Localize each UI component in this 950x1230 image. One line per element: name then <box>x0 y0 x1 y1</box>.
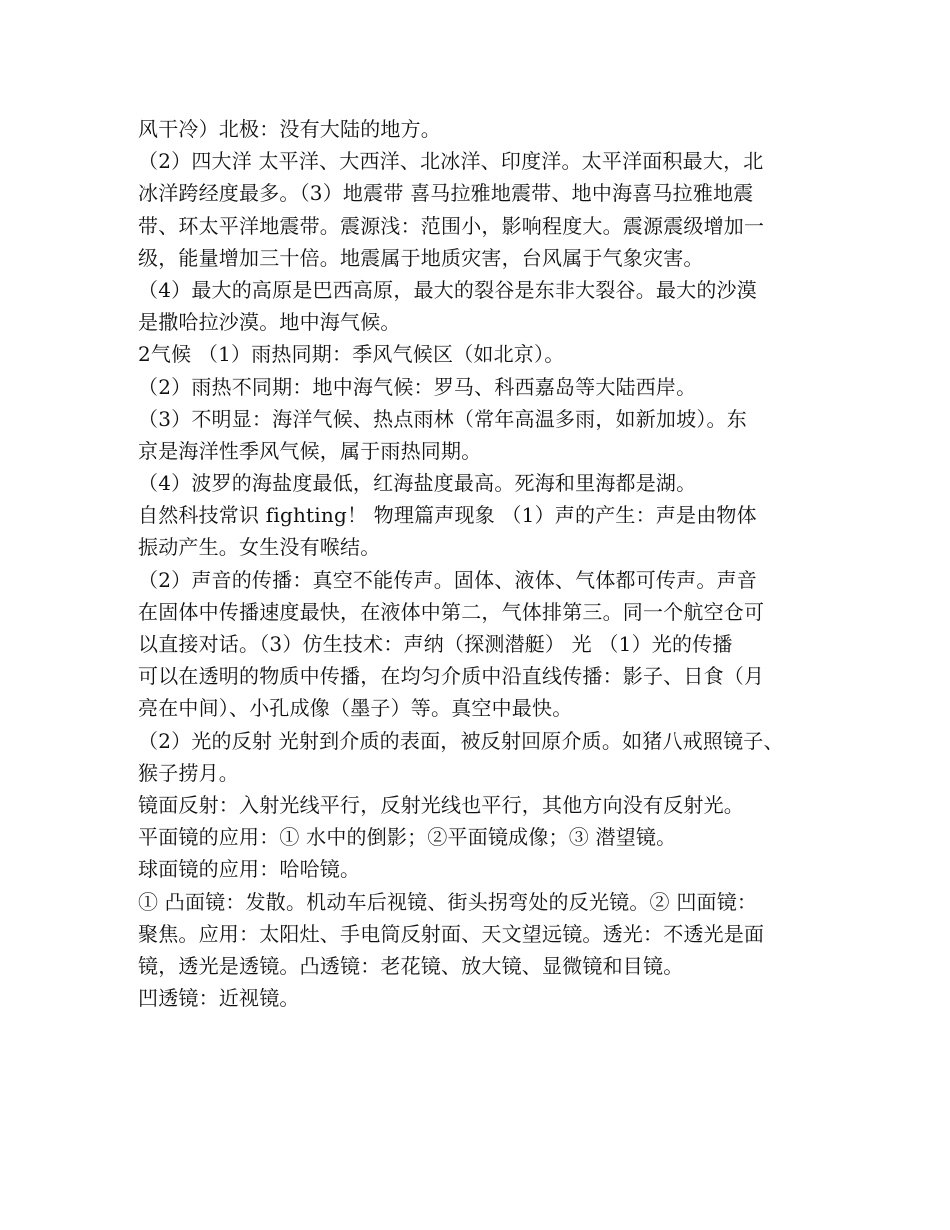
text-line: 自然科技常识 fighting！ 物理篇声现象 （1）声的产生：声是由物体 <box>138 503 757 528</box>
text-line: （3）不明显：海洋气候、热点雨林（常年高温多雨，如新加坡）。东 <box>138 406 747 431</box>
text-line: 2气候 （1）雨热同期：季风气候区（如北京）。 <box>138 342 565 367</box>
text-line: 级，能量增加三十倍。地震属于地质灾害，台风属于气象灾害。 <box>138 245 704 270</box>
text-line: 带、环太平洋地震带。震源浅：范围小，影响程度大。震源震级增加一 <box>138 213 765 238</box>
text-line: 凹透镜：近视镜。 <box>138 986 300 1011</box>
text-line: ① 凸面镜：发散。机动车后视镜、街头拐弯处的反光镜。② 凹面镜： <box>138 889 758 914</box>
text-line: 以直接对话。（3）仿生技术：声纳（探测潜艇） 光 （1）光的传播 <box>138 632 733 656</box>
text-line: 球面镜的应用：哈哈镜。 <box>138 857 361 882</box>
text-line: 可以在透明的物质中传播，在均匀介质中沿直线传播：影子、日食（月 <box>138 664 765 689</box>
text-line: 镜，透光是透镜。凸透镜：老花镜、放大镜、显微镜和目镜。 <box>138 953 684 978</box>
text-line: 是撒哈拉沙漠。地中海气候。 <box>138 310 401 335</box>
text-line: 风干冷）北极：没有大陆的地方。 <box>138 117 441 141</box>
text-line: 振动产生。女生没有喉结。 <box>138 535 381 560</box>
text-line: （4）波罗的海盐度最低，红海盐度最高。死海和里海都是湖。 <box>138 471 697 496</box>
document-body <box>138 113 828 1014</box>
text-line: 在固体中传播速度最快，在液体中第二，气体排第三。同一个航空仓可 <box>138 599 765 624</box>
text-line: （2）四大洋 太平洋、大西洋、北冰洋、印度洋。太平洋面积最大，北 <box>138 149 764 174</box>
text-line: 冰洋跨经度最多。（3）地震带 喜马拉雅地震带、地中海喜马拉雅地震 <box>138 181 754 206</box>
text-line: 聚焦。应用：太阳灶、手电筒反射面、天文望远镜。透光：不透光是面 <box>138 921 765 946</box>
text-line: 平面镜的应用：① 水中的倒影；②平面镜成像；③ 潜望镜。 <box>138 825 677 850</box>
text-line: 亮在中间）、小孔成像（墨子）等。真空中最快。 <box>138 696 573 721</box>
text-line: 京是海洋性季风气候，属于雨热同期。 <box>138 438 482 463</box>
text-line: 猴子捞月。 <box>138 760 239 785</box>
text-line: 镜面反射：入射光线平行，反射光线也平行，其他方向没有反射光。 <box>138 792 744 817</box>
text-line: （4）最大的高原是巴西高原，最大的裂谷是东非大裂谷。最大的沙漠 <box>138 277 757 302</box>
text-line: （2）雨热不同期：地中海气候：罗马、科西嘉岛等大陆西岸。 <box>138 374 697 399</box>
text-line: （2）光的反射 光射到介质的表面，被反射回原介质。如猪八戒照镜子、 <box>138 728 784 753</box>
text-line: （2）声音的传播：真空不能传声。固体、液体、气体都可传声。声音 <box>138 567 757 592</box>
